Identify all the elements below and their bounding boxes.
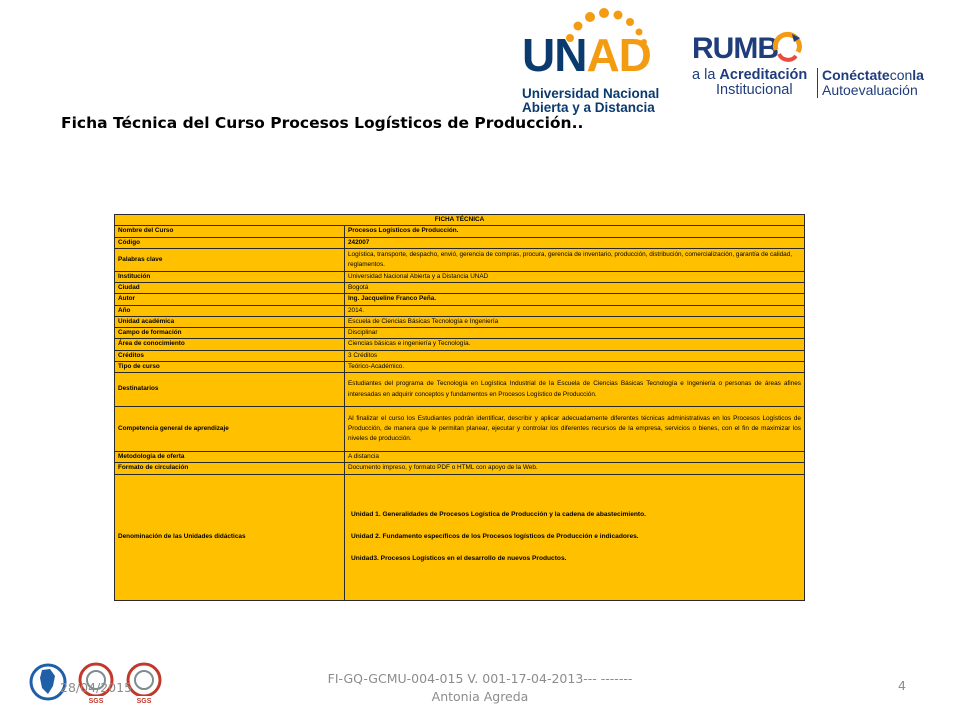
row-key: Año: [115, 305, 345, 316]
row-value: Escuela de Ciencias Básicas Tecnología e Ingeniería: [345, 316, 805, 327]
table-row: [115, 305, 805, 316]
unad-wordmark: UNAD: [522, 29, 651, 81]
row-key: Autor: [115, 294, 345, 305]
row-value: Universidad Nacional Abierta y a Distancia UNAD: [345, 271, 805, 282]
table-row: [115, 361, 805, 372]
table-header: FICHA TÉCNICA: [115, 215, 805, 226]
row-key: Tipo de curso: [115, 361, 345, 372]
row-key: Denominación de las Unidades didácticas: [115, 474, 345, 600]
unad-logo-line1: Universidad Nacional: [522, 86, 660, 101]
ficha-tecnica-table: [114, 214, 805, 601]
row-value: Teórico-Académico.: [345, 361, 805, 372]
footer-date: 28/04/2015: [60, 680, 133, 695]
row-value: Ciencias básicas e ingeniería y Tecnología.: [345, 339, 805, 350]
rumbo-divider: [817, 68, 818, 98]
row-key: Institución: [115, 271, 345, 282]
row-key: Metodología de oferta: [115, 452, 345, 463]
table-row: [115, 339, 805, 350]
row-key: Formato de circulación: [115, 463, 345, 474]
row-value: 242007: [345, 237, 805, 248]
row-key: Nombre del Curso: [115, 226, 345, 237]
unit-item: Unidad 2. Fundamento específicos de los Procesos logísticos de Producción e indicadores.: [351, 533, 639, 541]
rumbo-line4: Autoevaluación: [822, 82, 918, 98]
table-row: [115, 452, 805, 463]
table-header-row: [115, 215, 805, 226]
row-key: Ciudad: [115, 283, 345, 294]
table-row: [115, 237, 805, 248]
table-row: [115, 283, 805, 294]
table-row: [115, 407, 805, 452]
units-list: [345, 474, 805, 600]
rumbo-line3: Conéctateconla: [822, 67, 924, 83]
row-key: Destinatarios: [115, 373, 345, 407]
unad-logo: [516, 8, 668, 115]
sgs-label-1: SGS: [88, 698, 104, 705]
unit-item: Unidad 1. Generalidades de Procesos Logística de Producción y la cadena de abastecimiento.: [351, 511, 646, 519]
sgs-label-2: SGS: [136, 698, 152, 705]
row-key: Créditos: [115, 350, 345, 361]
table-row: [115, 316, 805, 327]
row-value: Ing. Jacqueline Franco Peña.: [345, 294, 805, 305]
row-key: Competencia general de aprendizaje: [115, 407, 345, 452]
table-row: [115, 294, 805, 305]
table-row: [115, 373, 805, 407]
rumbo-line1: a la Acreditación: [692, 67, 808, 83]
footer-document-code: FI-GQ-GCMU-004-015 V. 001-17-04-2013--- ------- Antonia Agreda: [327, 671, 633, 705]
row-value: 2014.: [345, 305, 805, 316]
row-value: Bogotá: [345, 283, 805, 294]
table-row: [115, 248, 805, 271]
table-row: [115, 350, 805, 361]
table-row: [115, 226, 805, 237]
row-value: Procesos Logísticos de Producción.: [345, 226, 805, 237]
rumbo-line2: Institucional: [716, 82, 793, 98]
row-key: Código: [115, 237, 345, 248]
table-row: [115, 463, 805, 474]
rumbo-acreditacion-logo: [686, 30, 936, 100]
table-row: [115, 328, 805, 339]
row-key: Palabras clave: [115, 248, 345, 271]
slide-title: Ficha Técnica del Curso Procesos Logísticos de Producción..: [61, 114, 584, 132]
row-key: Campo de formación: [115, 328, 345, 339]
row-key: Área de conocimiento: [115, 339, 345, 350]
swirl-o-icon: [770, 30, 804, 64]
footer-page-number: 4: [898, 678, 906, 693]
unit-item: Unidad3. Procesos Logísticos en el desarrollo de nuevos Productos.: [351, 554, 567, 562]
table-row-units: [115, 474, 805, 600]
row-value: 3 Créditos: [345, 350, 805, 361]
row-value: Documento impreso, y formato PDF o HTML con apoyo de la Web.: [345, 463, 805, 474]
row-value: Estudiantes del programa de Tecnología en Logística Industrial de la Escuela de Ciencias Básicas Tecnología e Ingeniería o personas de áreas afines interesadas en adquirir conceptos y fundamentos en Procesos Logístico de Producción.: [345, 373, 805, 407]
row-value: Al finalizar el curso los Estudiantes podrán identificar, describir y aplicar adecuadamente diferentes técnicas administrativas en los Procesos Logísticos de Producción, de manera que le permitan planear, ejecutar y controlar los diferentes recursos de la empresa, servicios o bienes, con el fin de maximizar los niveles de producción.: [345, 407, 805, 452]
rumbo-wordmark: RUMB: [692, 32, 778, 65]
unad-logo-line2: Abierta y a Distancia: [522, 100, 655, 115]
sgs-seal-icon-2: [128, 664, 160, 705]
row-value: Disciplinar: [345, 328, 805, 339]
row-key: Unidad académica: [115, 316, 345, 327]
row-value: Logística, transporte, despacho, envió, gerencia de compras, procura, gerencia de inventario, producción, distribución, comercialización, garantía de calidad, reglamentos.: [345, 248, 805, 271]
row-value: A distancia: [345, 452, 805, 463]
table-row: [115, 271, 805, 282]
